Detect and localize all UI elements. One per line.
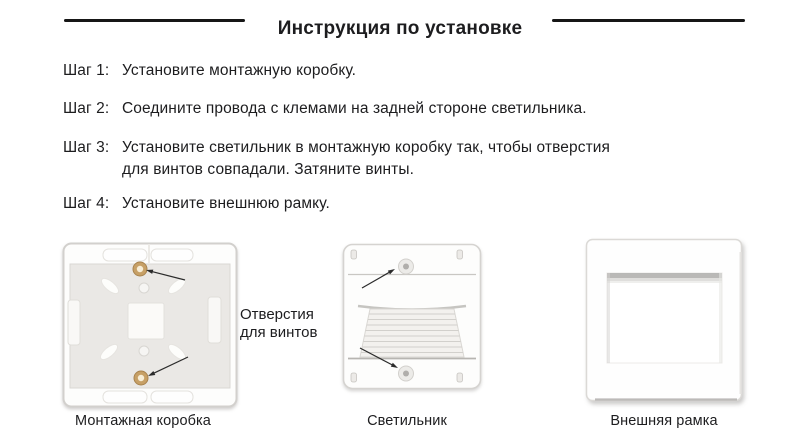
step-light-photo [342, 243, 482, 390]
frame-opening-top-shadow-fade [607, 278, 722, 281]
frame-opening-top-shadow-fade2 [607, 281, 722, 283]
step-1-text: Установите монтажную коробку. [122, 62, 357, 79]
frame-opening [607, 273, 722, 363]
step-3-text [122, 137, 610, 180]
step-row-2 [63, 98, 587, 120]
step-3-number: Шаг 3: [63, 139, 110, 156]
step-row-3 [63, 137, 610, 180]
page-title: Инструкция по установке [277, 17, 523, 39]
light-corner-slot-tl [351, 250, 357, 259]
light-corner-slot-br [457, 373, 463, 382]
frame-opening-right-shade [719, 273, 722, 363]
box-center-knockout [128, 303, 164, 339]
box-bottom-slot-left [103, 391, 147, 403]
step-row-1 [63, 60, 356, 82]
screw-holes-callout-line-1: Отверстия [240, 306, 314, 323]
screw-hole-brass-top [133, 262, 147, 276]
step-3-text-line-2: для винтов совпадали. Затяните винты. [122, 160, 415, 178]
step-4-number: Шаг 4: [63, 195, 110, 212]
outer-frame-photo [585, 238, 743, 402]
screw-holes-callout-line-2: для винтов [240, 323, 318, 341]
box-top-slot-right [151, 249, 193, 261]
step-2-text: Соедините провода с клемами на задней стороне светильника. [122, 100, 587, 117]
box-small-hole-bottom [139, 346, 149, 356]
light-corner-slot-tr [457, 250, 463, 259]
box-small-hole-top [139, 283, 149, 293]
step-2-number: Шаг 2: [63, 100, 110, 117]
light-corner-slot-bl [351, 373, 357, 382]
step-4-text: Установите внешнюю рамку. [122, 195, 330, 212]
mounting-box-photo [62, 242, 238, 408]
title-rule-right [552, 19, 745, 22]
light-louver-panel [360, 309, 464, 357]
step-3-text-line-1: Установите светильник в монтажную коробку так, чтобы отверстия [122, 139, 611, 156]
box-top-slot-left [103, 249, 147, 261]
light-screw-hole-bottom [399, 366, 414, 381]
step-1-number: Шаг 1: [63, 62, 110, 79]
step-row-4 [63, 193, 330, 215]
box-right-tab [208, 297, 221, 343]
screw-holes-callout [240, 306, 317, 341]
screw-hole-brass-bottom [134, 371, 148, 385]
box-bottom-slot-right [151, 391, 193, 403]
caption-mounting-box: Монтажная коробка [75, 413, 211, 429]
caption-light: Светильник [367, 413, 447, 429]
frame-opening-top-shadow [607, 273, 722, 278]
title-rule-left [64, 19, 245, 22]
box-left-tab [68, 300, 80, 345]
caption-frame: Внешняя рамка [610, 413, 718, 429]
light-screw-hole-top [399, 259, 414, 274]
frame-opening-left-shade [607, 273, 610, 363]
